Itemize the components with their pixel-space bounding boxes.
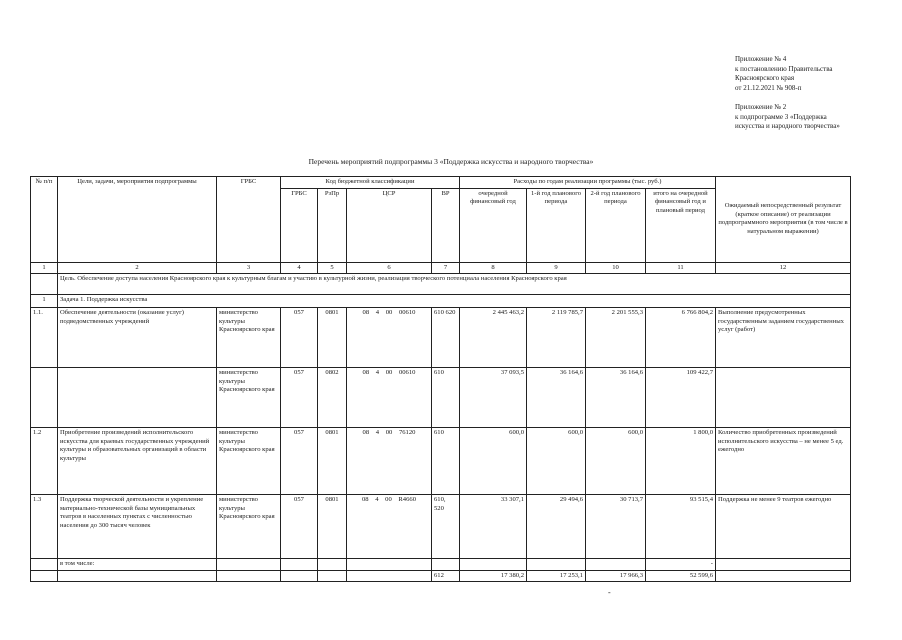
row-y2: 36 164,6 [527,368,586,428]
header-sub-y2: 1-й год планового периода [527,188,586,262]
header-sub-vr: ВР [432,188,460,262]
dash-mark: - [646,559,716,571]
row-y3: 36 164,6 [586,368,646,428]
row-y1: 37 093,5 [460,368,527,428]
row-num [31,368,58,428]
row-total: 1 800,0 [646,428,716,495]
row-num: 1.2 [31,428,58,495]
row-grbs-name: министерство культуры Красноярского края [217,308,281,368]
col-number: 5 [318,262,347,274]
header-sub-csr: ЦСР [347,188,432,262]
document-title: Перечень мероприятий подпрограммы 3 «Поддержка искусства и народного творчества» [308,157,594,166]
col-number: 1 [31,262,58,274]
row-csr: 08 4 00 76120 [347,428,432,495]
incl-values-row [31,570,851,582]
row-y1: 600,0 [460,428,527,495]
annex-line: Приложение № 2 [735,103,787,111]
col-number: 8 [460,262,527,274]
table-row [31,428,851,495]
measures-table [30,176,851,582]
task-row [31,295,851,308]
incl-y3: 17 966,3 [586,570,646,582]
header-sub-y1: очередной финансовый год [460,188,527,262]
task-num: 1 [31,295,58,308]
incl-label-row [31,559,851,571]
annex-line: от 21.12.2021 № 908-п [735,83,802,92]
row-y3: 2 201 555,3 [586,308,646,368]
header-goals: Цели, задачи, мероприятия подпрограммы [58,177,217,263]
row-rzpr: 0801 [318,428,347,495]
row-name: Обеспечение деятельности (оказание услуг) подведомственных учреждений [58,308,217,368]
row-y1: 33 307,1 [460,495,527,559]
row-vr: 610, 520 [432,495,460,559]
header-expenses: Расходы по годам реализации программы (тыс. руб.) [460,177,716,189]
col-number: 10 [586,262,646,274]
annex-line: Приложение № 4 [735,55,787,63]
table-row [31,308,851,368]
row-grbs-name: министерство культуры Красноярского края [217,368,281,428]
row-name [58,368,217,428]
row-y3: 30 713,7 [586,495,646,559]
row-grbs-name: министерство культуры Красноярского края [217,428,281,495]
header-sub-grbs: ГРБС [281,188,318,262]
row-y1: 2 445 463,2 [460,308,527,368]
row-total: 109 422,7 [646,368,716,428]
col-number: 3 [217,262,281,274]
col-number: 11 [646,262,716,274]
row-num: 1.3 [31,495,58,559]
row-grbs: 057 [281,308,318,368]
row-result [716,368,851,428]
row-num: 1.1. [31,308,58,368]
col-number: 2 [58,262,217,274]
row-result: Количество приобретенных произведений исполнительского искусства – не менее 5 ед. ежегодно [716,428,851,495]
col-number: 6 [347,262,432,274]
row-csr: 08 4 00 R4660 [347,495,432,559]
col-number: 4 [281,262,318,274]
row-vr: 610 620 [432,308,460,368]
annex-block [735,55,840,132]
row-rzpr: 0801 [318,495,347,559]
row-vr: 610 [432,368,460,428]
header-sub-rzpr: РзПр [318,188,347,262]
col-number: 9 [527,262,586,274]
row-csr: 08 4 00 00610 [347,368,432,428]
row-rzpr: 0801 [318,308,347,368]
table-row [31,495,851,559]
header-row [31,177,851,189]
incl-total: 52 599,6 [646,570,716,582]
row-vr: 610 [432,428,460,495]
row-y3: 600,0 [586,428,646,495]
incl-label: в том числе: [58,559,217,571]
row-rzpr: 0802 [318,368,347,428]
header-budget-code: Код бюджетной классификации [281,177,460,189]
row-total: 93 515,4 [646,495,716,559]
row-grbs: 057 [281,495,318,559]
row-grbs: 057 [281,368,318,428]
header-result: Ожидаемый непосредственный результат (краткое описание) от реализации подпрограммного мероприятия (в том числе в натуральном выражении) [716,177,851,263]
table-row [31,368,851,428]
row-csr: 08 4 00 00610 [347,308,432,368]
goal-text: Цель. Обеспечение доступа населения Красноярского края к культурным благам и участию в культурной жизни, реализация творческого потенциала населения Красноярского края [58,274,851,295]
annex-line: к постановлению Правительства [735,64,833,73]
row-result: Поддержка не менее 9 театров ежегодно [716,495,851,559]
annex-line: Красноярского края [735,74,795,82]
annex-line: искусства и народного творчества» [735,122,840,130]
row-name: Приобретение произведений исполнительского искусства для краевых государственных учреждений культуры и образовательных организаций в области культуры [58,428,217,495]
row-result: Выполнение предусмотренных государственным заданием государственных услуг (работ) [716,308,851,368]
task-text: Задача 1. Поддержка искусства [58,295,851,308]
row-grbs: 057 [281,428,318,495]
header-num: № п/п [31,177,58,263]
row-y2: 29 494,6 [527,495,586,559]
row-grbs-name: министерство культуры Красноярского края [217,495,281,559]
col-number: 7 [432,262,460,274]
incl-y1: 17 380,2 [460,570,527,582]
header-sub-total: итого на очередной финансовый год и плановый период [646,188,716,262]
annex-line: к подпрограмме 3 «Поддержка [735,112,827,121]
column-numbers-row [31,262,851,274]
goal-row [31,274,851,295]
incl-y2: 17 253,1 [527,570,586,582]
header-grbs: ГРБС [217,177,281,263]
row-name: Поддержка творческой деятельности и укрепление материально-технической базы муниципальных театров в населенных пунктах с численностью населения до 300 тысяч человек [58,495,217,559]
row-total: 6 766 804,2 [646,308,716,368]
incl-vr: 612 [432,570,460,582]
row-y2: 2 119 785,7 [527,308,586,368]
header-sub-y3: 2-й год планового периода [586,188,646,262]
page-mark: - [608,588,611,597]
row-y2: 600,0 [527,428,586,495]
col-number: 12 [716,262,851,274]
